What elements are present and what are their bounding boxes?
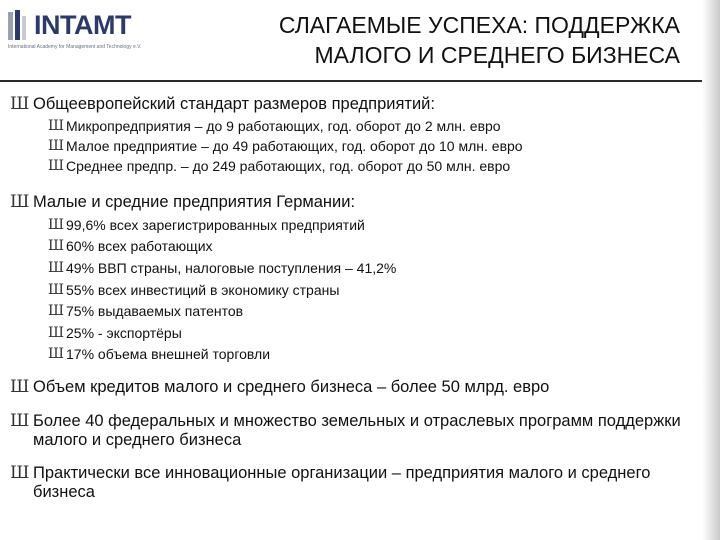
bullet-icon: Ш — [10, 463, 30, 483]
header-divider — [0, 80, 702, 82]
list-item: 49% ВВП страны, налоговые поступления – 41,2% — [66, 260, 397, 276]
bullet-icon: Ш — [10, 94, 30, 114]
list-item: Среднее предпр. – до 249 работающих, год. оборот до 50 млн. евро — [66, 158, 511, 174]
list-item: Микропредприятия – до 9 работающих, год. оборот до 2 млн. евро — [66, 118, 501, 134]
sub-bullet-icon: Ш — [48, 238, 64, 254]
sub-bullet-icon: Ш — [48, 138, 64, 154]
list-item: 60% всех работающих — [66, 238, 213, 254]
sub-bullet-icon: Ш — [48, 303, 64, 319]
sub-bullet-icon: Ш — [48, 118, 64, 134]
section-heading: Более 40 федеральных и множество земельных и отраслевых программ поддержки малого и среднего бизнеса — [33, 412, 681, 449]
bullet-icon: Ш — [10, 411, 30, 431]
list-item: Малое предприятие – до 49 работающих, год. оборот до 10 млн. евро — [66, 138, 523, 154]
page-title — [210, 10, 680, 70]
list-item: 25% - экспортёры — [66, 325, 182, 341]
list-item: 75% выдаваемых патентов — [66, 303, 244, 319]
sub-bullet-icon: Ш — [48, 217, 64, 233]
sub-bullet-icon: Ш — [48, 325, 64, 341]
sub-bullet-icon: Ш — [48, 282, 64, 298]
section-heading: Объем кредитов малого и среднего бизнеса – более 50 млрд. евро — [33, 378, 550, 396]
sub-bullet-icon: Ш — [48, 158, 64, 174]
section-heading: Общеевропейский стандарт размеров предприятий: — [33, 95, 435, 113]
logo-mark-icon — [6, 8, 36, 44]
title-line-1: СЛАГАЕМЫЕ УСПЕХА: ПОДДЕРЖКА — [278, 12, 680, 38]
section-heading: Практически все инновационные организации – предприятия малого и среднего бизнеса — [33, 464, 651, 501]
logo-wordmark: INTAMT — [34, 10, 131, 40]
logo-subtitle: International Academy for Management and Technology e.V. — [8, 44, 142, 50]
page-edge-shadow — [702, 0, 720, 540]
sub-bullet-icon: Ш — [48, 346, 64, 362]
sub-bullet-icon: Ш — [48, 260, 64, 276]
list-item: 17% объема внешней торговли — [66, 346, 271, 362]
list-item: 55% всех инвестиций в экономику страны — [66, 282, 340, 298]
bullet-icon: Ш — [10, 192, 30, 212]
section-heading: Малые и средние предприятия Германии: — [33, 193, 356, 211]
list-item: 99,6% всех зарегистрированных предприятий — [66, 217, 365, 233]
bullet-icon: Ш — [10, 377, 30, 397]
title-line-2: МАЛОГО И СРЕДНЕГО БИЗНЕСА — [314, 42, 680, 68]
intamt-logo — [6, 8, 176, 52]
